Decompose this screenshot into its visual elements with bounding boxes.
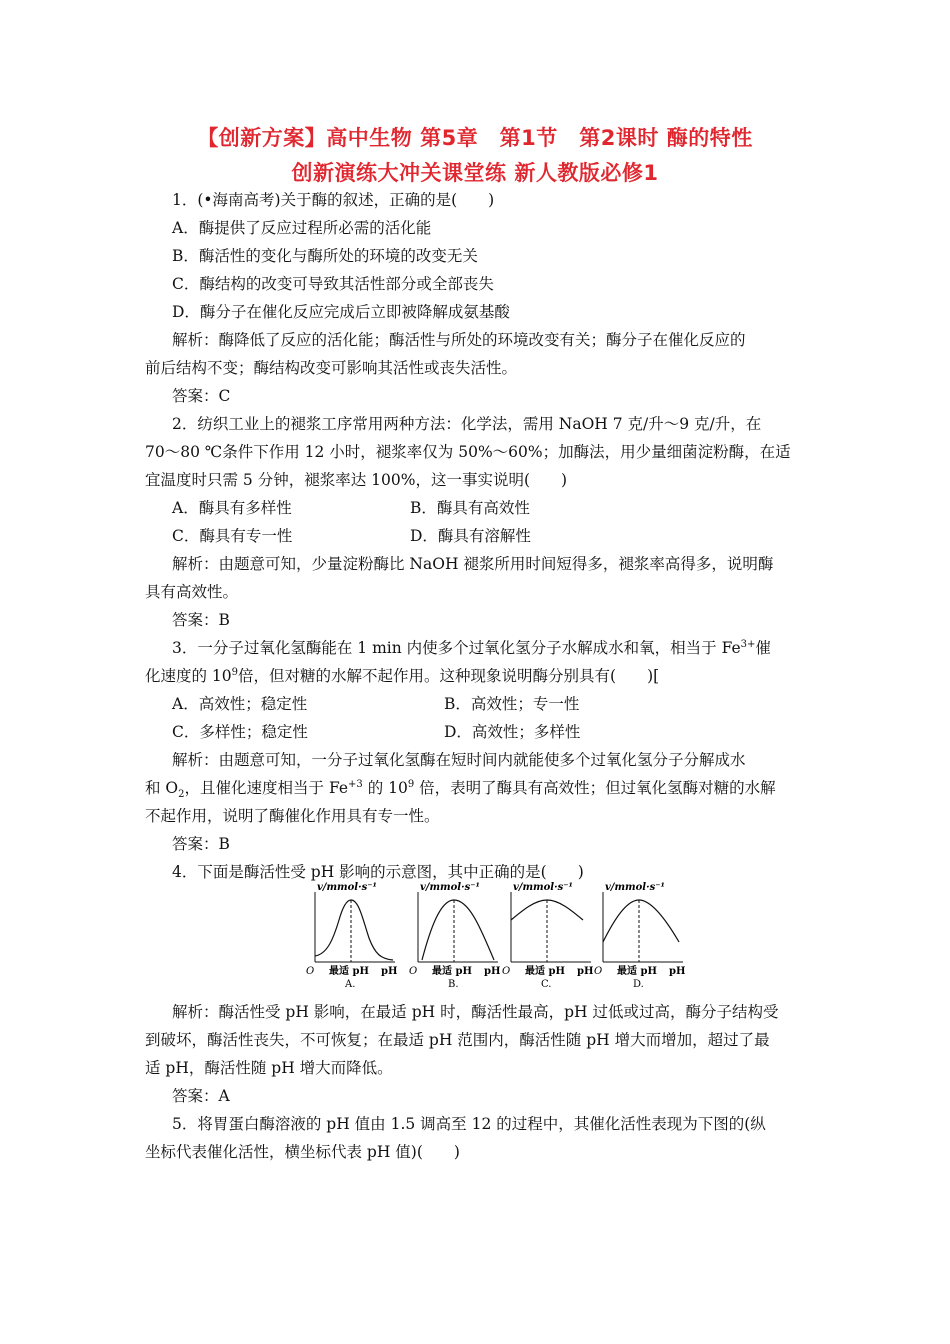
chart-d-curve — [603, 900, 679, 942]
q4-explanation: 解析：酶活性受 pH 影响，在最适 pH 时，酶活性最高，pH 过低或过高，酶分子结构受 — [172, 1003, 779, 1021]
chart-c — [501, 880, 591, 992]
q3-stem: 3．一分子过氧化氢酶能在 1 min 内使多个过氧化氢分子水解成水和氧，相当于 $Fe^{3+}$催 — [172, 638, 771, 657]
q2-stem: 2．纺织工业上的褪浆工序常用两种方法：化学法，需用 NaOH 7 克/升～9 克/升，在 — [172, 415, 762, 433]
q4-explanation-cont-2: 适 pH，酶活性随 pH 增大而降低。 — [145, 1059, 393, 1077]
chart-d-xopt: 最适 pH — [617, 966, 657, 977]
chart-c-svg — [501, 880, 593, 992]
chart-a-xlabel: pH — [381, 966, 397, 977]
q2-stem-2: 70～80 ℃条件下作用 12 小时，褪浆率仅为 50%～60%；加酶法，用少量细菌淀粉酶，在适 — [145, 443, 791, 461]
chart-c-origin: O — [502, 966, 511, 977]
q3-option-b: B．高效性；专一性 — [444, 695, 580, 713]
q1-explanation: 解析：酶降低了反应的活化能；酶活性与所处的环境改变有关；酶分子在催化反应的 — [172, 331, 746, 349]
chart-a-xopt: 最适 pH — [329, 966, 369, 977]
q4-explanation-cont: 到破坏，酶活性丧失，不可恢复；在最适 pH 范围内，酶活性随 pH 增大而增加，超过了最 — [145, 1031, 770, 1049]
chart-d-ylabel: v/mmol·s⁻¹ — [605, 882, 665, 893]
chart-c-caption: C. — [541, 979, 552, 990]
chart-a-ylabel: v/mmol·s⁻¹ — [317, 882, 377, 893]
chart-b-curve — [422, 900, 494, 960]
q1-option-b: B．酶活性的变化与酶所处的环境的改变无关 — [172, 247, 478, 265]
q3-stem-2: 化速度的 $10^9$倍，但对糖的水解不起作用。这种现象说明酶分别具有( )[ — [145, 666, 660, 685]
q2-answer: 答案：B — [172, 611, 230, 629]
chart-a-origin: O — [306, 966, 315, 977]
q4-answer: 答案：A — [172, 1087, 230, 1105]
q2-option-c: C．酶具有专一性 — [172, 527, 293, 545]
q1-option-a: A．酶提供了反应过程所必需的活化能 — [172, 219, 432, 237]
q1-option-d: D．酶分子在催化反应完成后立即被降解成氨基酸 — [172, 303, 510, 321]
q5-stem-2: 坐标代表催化活性，横坐标代表 pH 值)( ) — [145, 1143, 460, 1161]
chart-d-origin: O — [594, 966, 603, 977]
q3-answer: 答案：B — [172, 835, 230, 853]
chart-b-origin: O — [409, 966, 418, 977]
chart-a-caption: A. — [345, 979, 356, 990]
chart-b-ylabel: v/mmol·s⁻¹ — [420, 882, 480, 893]
q1-explanation-cont: 前后结构不变；酶结构改变可影响其活性或丧失活性。 — [145, 359, 518, 377]
chart-d-xlabel: pH — [669, 966, 685, 977]
q1-option-c: C．酶结构的改变可导致其活性部分或全部丧失 — [172, 275, 494, 293]
chart-a-svg — [305, 880, 397, 992]
q2-option-d: D．酶具有溶解性 — [410, 527, 531, 545]
q3-explanation-cont-2: 不起作用，说明了酶催化作用具有专一性。 — [145, 807, 440, 825]
q3-option-d: D．高效性；多样性 — [444, 723, 581, 741]
q3-option-c: C．多样性；稳定性 — [172, 723, 308, 741]
chart-c-xlabel: pH — [577, 966, 593, 977]
q2-option-b: B．酶具有高效性 — [410, 499, 530, 517]
q4-stem: 4．下面是酶活性受 pH 影响的示意图，其中正确的是( ) — [172, 863, 584, 881]
chart-d — [593, 880, 683, 992]
chart-a — [305, 880, 395, 992]
q2-option-a: A．酶具有多样性 — [172, 499, 292, 517]
q1-answer: 答案：C — [172, 387, 231, 405]
q2-stem-3: 宜温度时只需 5 分钟，褪浆率达 100%，这一事实说明( ) — [145, 471, 568, 489]
chart-b-svg — [408, 880, 500, 992]
chart-b-xlabel: pH — [484, 966, 500, 977]
q1-stem: 1．(•海南高考)关于酶的叙述，正确的是( ) — [172, 191, 495, 209]
page-title: 【创新方案】高中生物 第5章 第1节 第2课时 酶的特性 — [197, 126, 753, 150]
chart-d-svg — [593, 880, 685, 992]
chart-c-ylabel: v/mmol·s⁻¹ — [513, 882, 573, 893]
chart-b-caption: B. — [448, 979, 459, 990]
chart-d-caption: D. — [633, 979, 644, 990]
page-subtitle: 创新演练大冲关课堂练 新人教版必修1 — [291, 161, 659, 185]
chart-c-xopt: 最适 pH — [525, 966, 565, 977]
chart-b-xopt: 最适 pH — [432, 966, 472, 977]
q3-option-a: A．高效性；稳定性 — [172, 695, 308, 713]
q5-stem: 5．将胃蛋白酶溶液的 pH 值由 1.5 调高至 12 的过程中，其催化活性表现为下图的(纵 — [172, 1115, 766, 1133]
q2-explanation: 解析：由题意可知，少量淀粉酶比 NaOH 褪浆所用时间短得多，褪浆率高得多，说明酶 — [172, 555, 774, 573]
ph-charts — [305, 880, 685, 992]
q3-explanation: 解析：由题意可知，一分子过氧化氢酶在短时间内就能使多个过氧化氢分子分解成水 — [172, 751, 746, 769]
q2-explanation-cont: 具有高效性。 — [145, 583, 239, 601]
q3-explanation-cont: 和 $O_2$，且催化速度相当于 $Fe^{+3}$ 的 $10^9$ 倍，表明了酶具有高效性；但过氧化氢酶对糖的水解 — [145, 778, 776, 801]
chart-b — [408, 880, 498, 992]
chart-a-curve — [315, 900, 393, 960]
